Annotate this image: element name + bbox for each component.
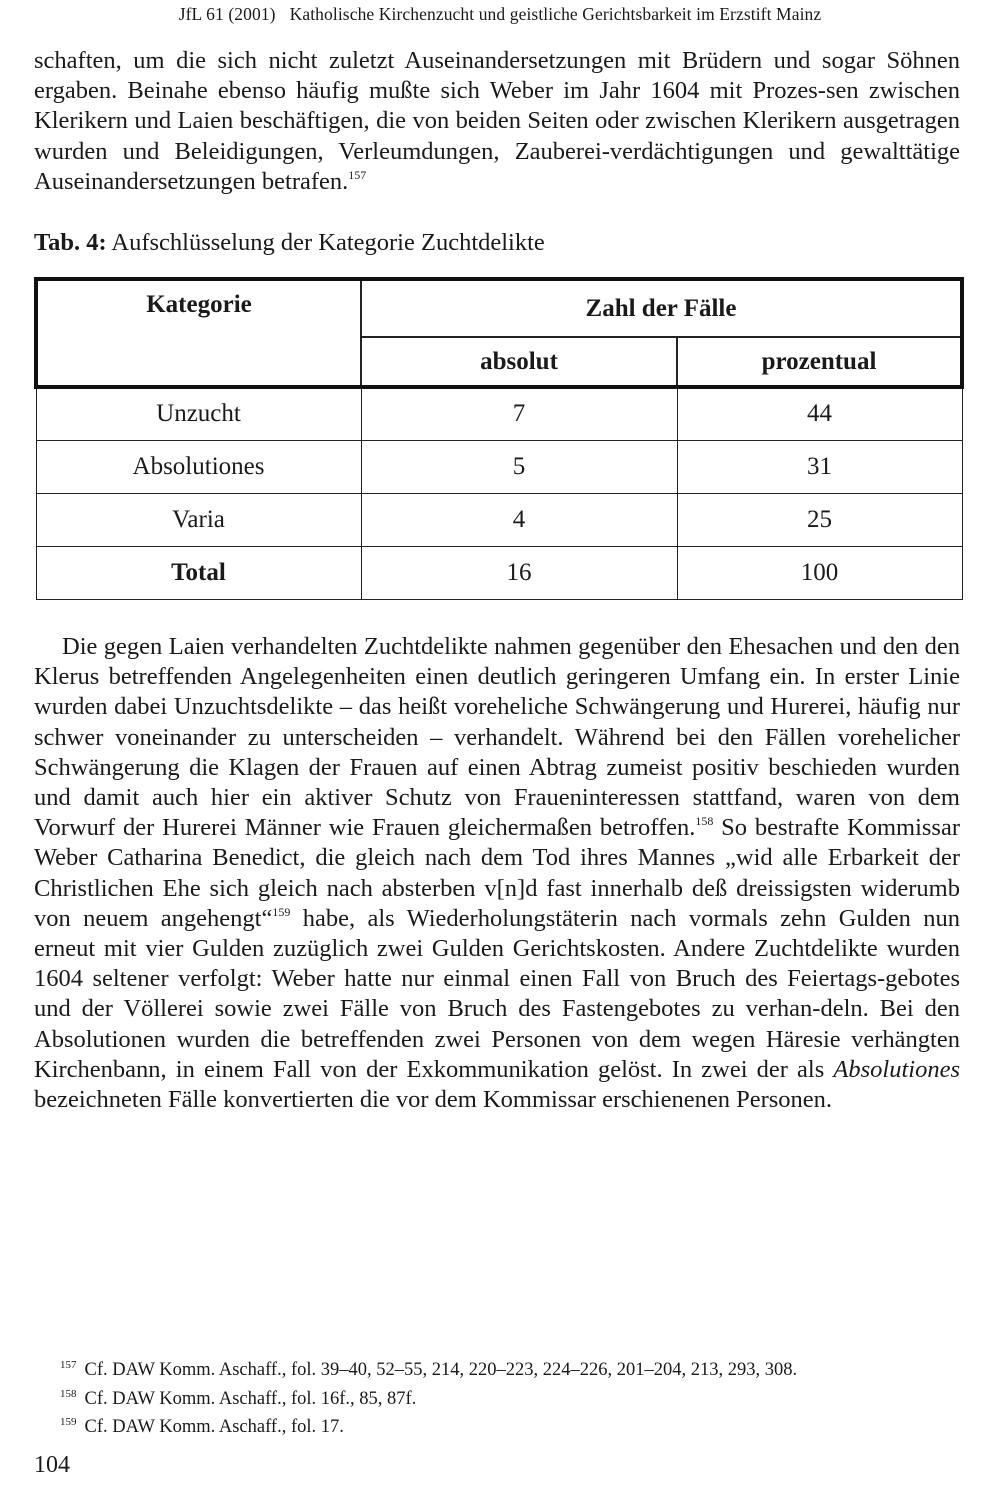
table-row [36, 493, 962, 546]
header-prozentual: prozentual [677, 337, 962, 387]
table-header-row [36, 279, 962, 337]
cell-prozentual: 31 [677, 440, 962, 493]
paragraph-1 [34, 46, 960, 197]
paragraph-2-part2: So bestrafte Kommissar Weber Catharina Benedict, die gleich nach dem Tod ihres Mannes „wid alle Erbarkeit der Christlichen Ehe sich gleich nach absterben v[n]d fast innerhalb deß dreissigsten widerumb von neuem angehengt“ [34, 814, 960, 932]
journal-citation: JfL 61 (2001) [178, 4, 276, 24]
footnote-158 [60, 1383, 980, 1412]
footnote-ref-159: 159 [272, 904, 291, 919]
cell-absolut: 5 [361, 440, 677, 493]
cell-prozentual: 25 [677, 493, 962, 546]
running-title: Katholische Kirchenzucht und geistliche Gerichtsbarkeit im Erzstift Mainz [289, 4, 822, 24]
cell-kategorie: Unzucht [36, 387, 361, 440]
cell-absolut: 7 [361, 387, 677, 440]
paragraph-1-text: schaften, um die sich nicht zuletzt Auseinandersetzungen mit Brüdern und sogar Söhnen ergaben. Beinahe ebenso häufig mußte sich Weber im Jahr 1604 mit Prozes-sen zwischen Klerikern und Laien beschäftigen, die von beiden Seiten oder zwischen Klerikern ausgetragen wurden und Beleidigungen, Verleumdungen, Zauberei-verdächtigungen und gewalttätige Auseinandersetzungen betrafen. [34, 47, 960, 195]
table-caption-text: Aufschlüsselung der Kategorie Zuchtdelikte [106, 229, 545, 256]
footnote-number: 157 [60, 1359, 77, 1371]
paragraph-2-part1: Die gegen Laien verhandelten Zuchtdelikte nahmen gegenüber den Ehesachen und den den Klerus betreffenden Angelegenheiten einen deutlich geringeren Umfang ein. In erster Linie wurden dabei Unzuchtsdelikte – das heißt voreheliche Schwängerung und Hurerei, häufig nur schwer voneinander zu unterscheiden – verhandelt. Während bei den Fällen vorehelicher Schwängerung die Klagen der Frauen auf einen Abtrag zumeist positiv beschieden wurden und damit auch hier ein aktiver Schutz von Fraueninteressen stattfand, waren von dem Vorwurf der Hurerei Männer wie Frauen gleichermaßen betroffen. [34, 633, 960, 842]
footnote-number: 158 [60, 1387, 77, 1400]
table-row [36, 387, 962, 440]
paragraph-2-part3: habe, als Wiederholungstäterin nach vormals zehn Gulden nun erneut mit vier Gulden zuzüglich zwei Gulden Gerichtskosten. Andere Zuchtdelikte wurden 1604 seltener verfolgt: Weber hatte nur einmal einen Fall von Bruch des Feiertags-gebotes und der Völlerei sowie zwei Fälle von Bruch des Fastengebotes zu verhan-deln. Bei den Absolutionen wurden die betreffenden zwei Personen von dem wegen Häresie verhängten Kirchenbann, in einem Fall von der Exkommunikation gelöst. In zwei der als [34, 904, 960, 1083]
paragraph-2 [34, 632, 960, 1115]
table-caption-label: Tab. 4: [34, 229, 107, 256]
cell-total-absolut: 16 [361, 546, 677, 599]
table-caption [34, 228, 545, 258]
zuchtdelikte-table [34, 277, 964, 600]
footnotes [60, 1354, 980, 1440]
italic-absolutiones: Absolutiones [833, 1055, 960, 1083]
cell-total-label: Total [36, 546, 361, 599]
cell-prozentual: 44 [677, 387, 962, 440]
page-number: 104 [34, 1452, 70, 1478]
header-zahl-der-faelle: Zahl der Fälle [361, 279, 962, 337]
cell-kategorie: Absolutiones [36, 440, 361, 493]
footnote-text: Cf. DAW Komm. Aschaff., fol. 39–40, 52–55, 214, 220–223, 224–226, 201–204, 213, 293, 308. [84, 1360, 798, 1380]
table-total-row [36, 546, 962, 599]
footnote-number: 159 [60, 1416, 77, 1428]
cell-total-prozentual: 100 [677, 546, 962, 599]
header-kategorie: Kategorie [36, 279, 361, 387]
footnote-text: Cf. DAW Komm. Aschaff., fol. 16f., 85, 87f. [84, 1388, 417, 1409]
cell-absolut: 4 [361, 493, 677, 546]
footnote-text: Cf. DAW Komm. Aschaff., fol. 17. [84, 1417, 344, 1437]
running-head [0, 4, 1000, 25]
footnote-ref-158: 158 [695, 814, 714, 829]
footnote-159 [60, 1411, 980, 1440]
table-row [36, 440, 962, 493]
cell-kategorie: Varia [36, 493, 361, 546]
footnote-ref-157: 157 [348, 167, 367, 182]
header-absolut: absolut [361, 337, 677, 387]
footnote-157 [60, 1354, 980, 1383]
paragraph-2-part4: bezeichneten Fälle konvertierten die vor dem Kommissar erschienenen Personen. [34, 1086, 833, 1114]
